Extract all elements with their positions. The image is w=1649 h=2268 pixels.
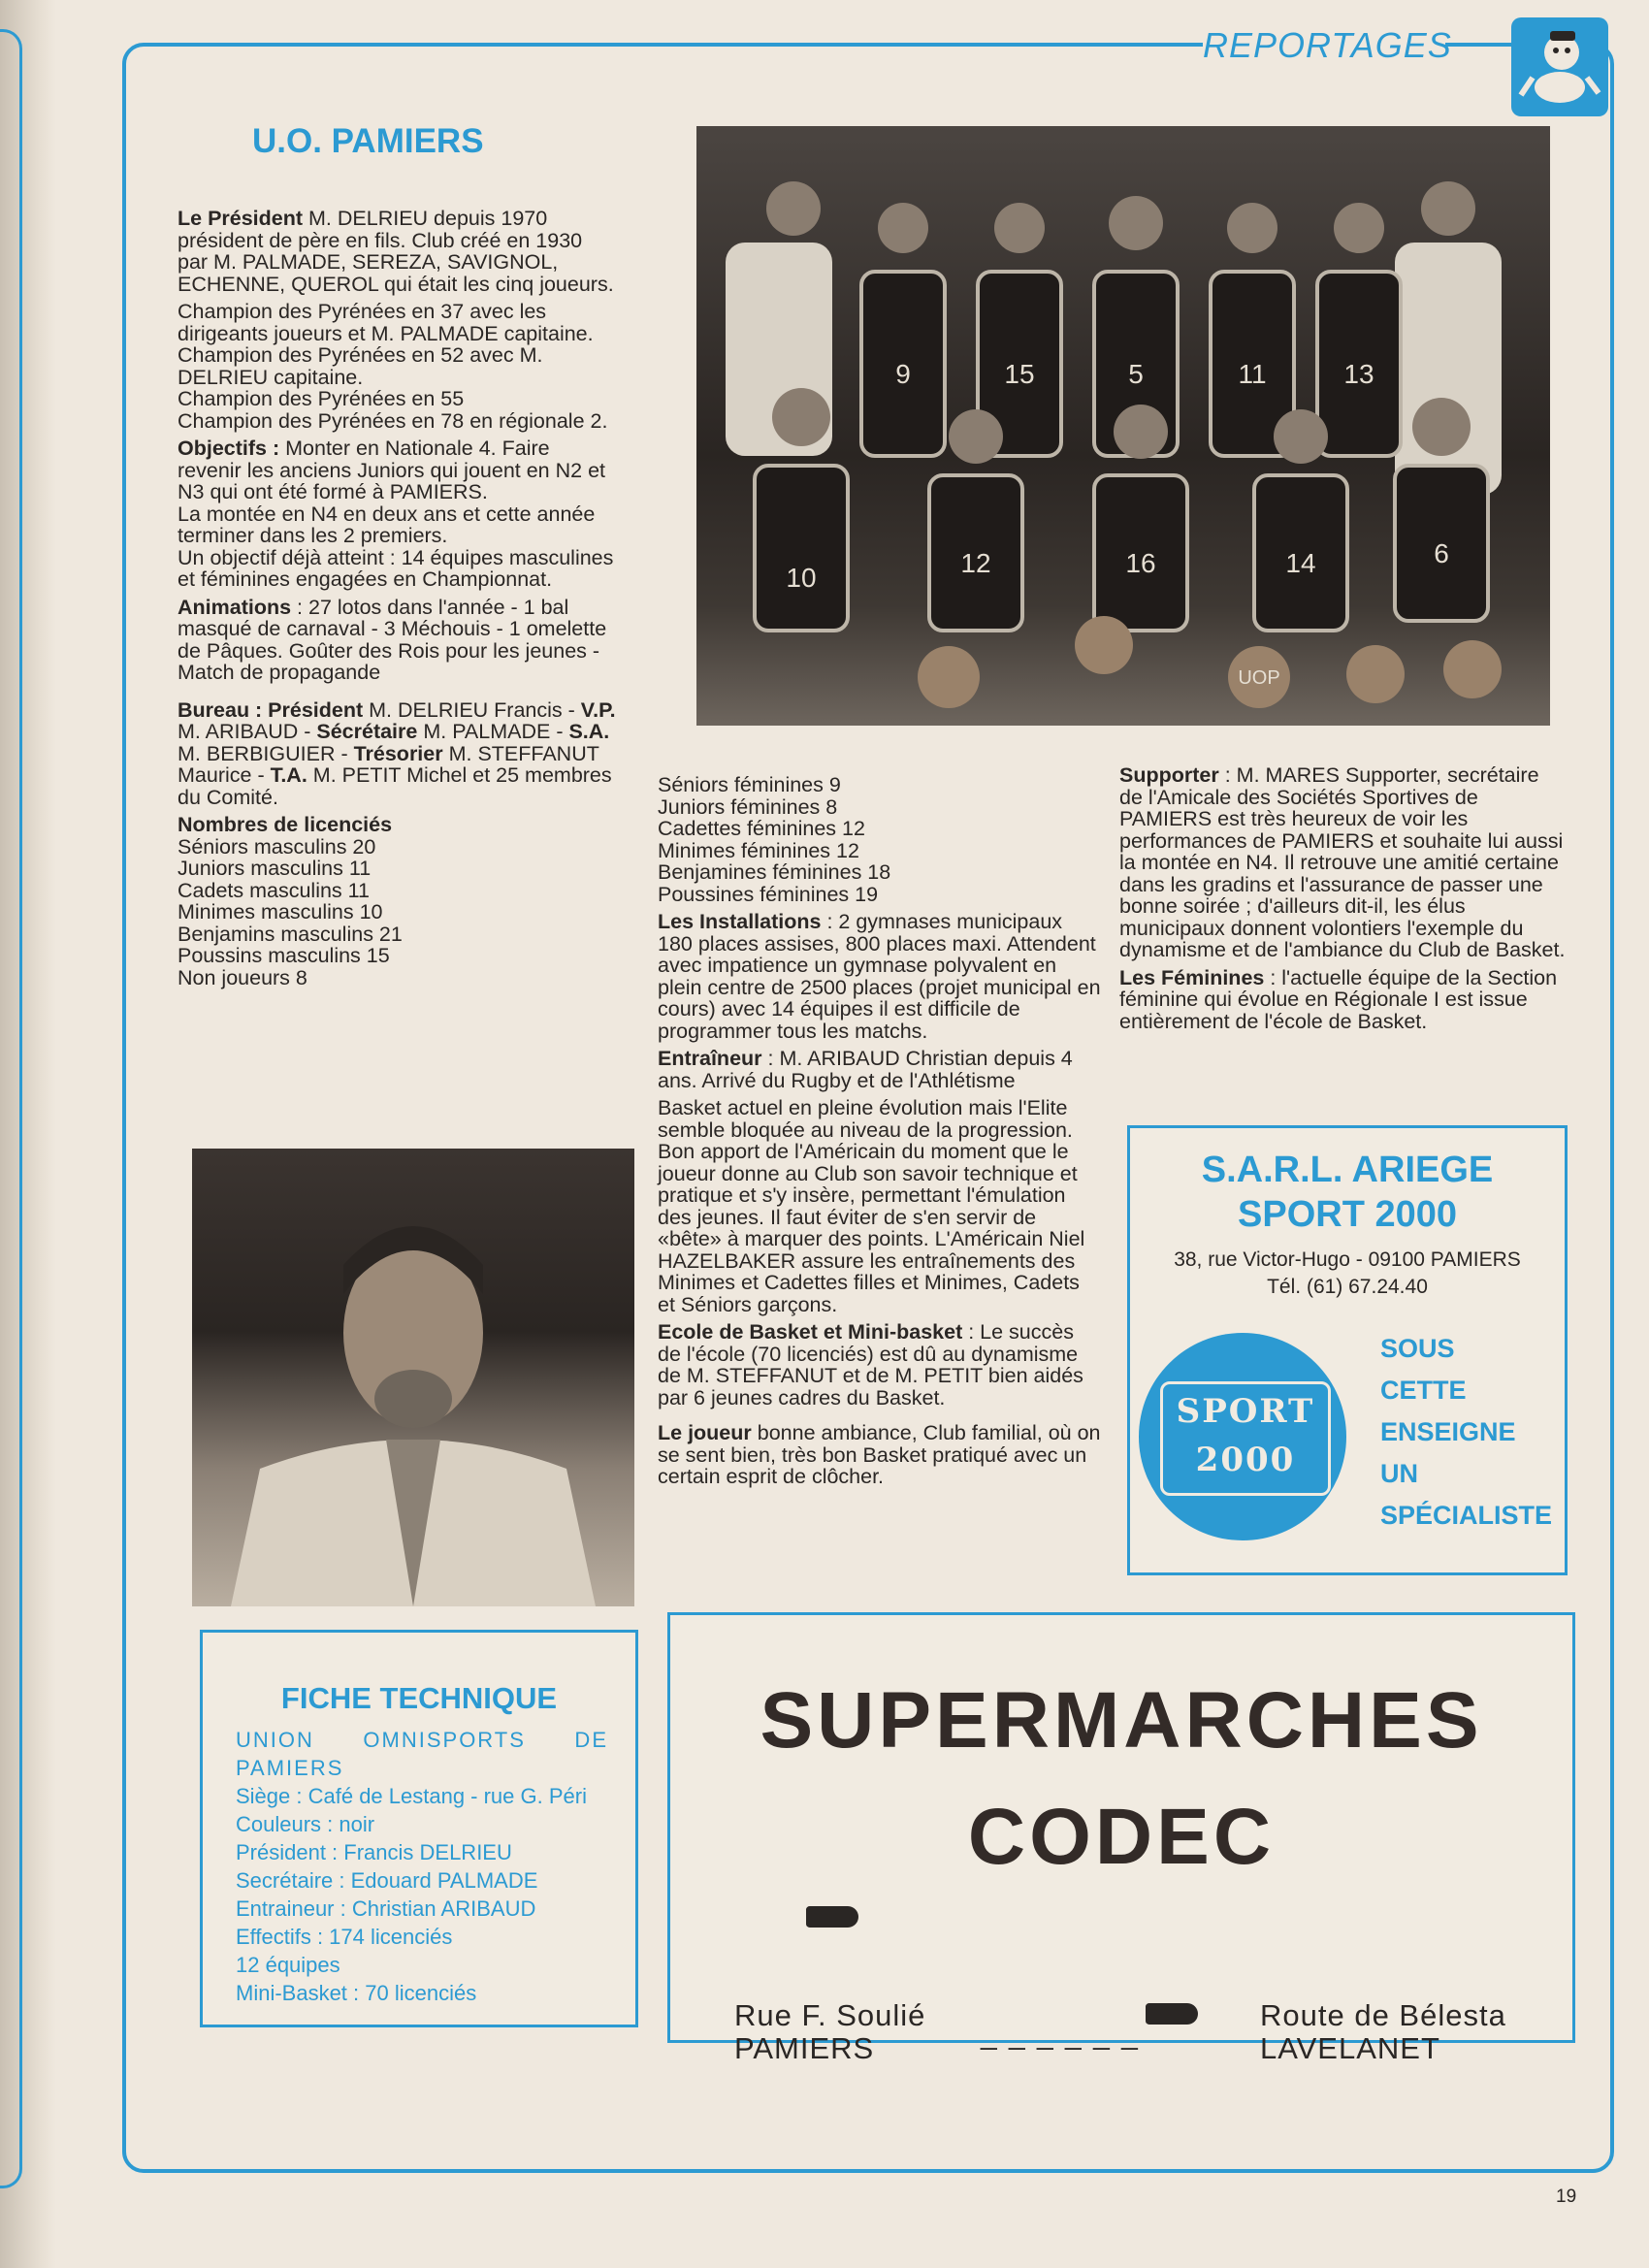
team-photo [696, 126, 1550, 726]
fiche-line: Effectifs : 174 licenciés [236, 1925, 453, 1949]
champion-line: Champion des Pyrénées en 55 [178, 387, 465, 410]
champion-line: Champion des Pyrénées en 37 avec les dirigeants joueurs et M. PALMADE capitaine. [178, 300, 594, 345]
champion-line: Champion des Pyrénées en 52 avec M. DELRIEU capitaine. [178, 343, 543, 389]
joueur-paragraph: Le joueur bonne ambiance, Club familial, où on se sent bien, très bon Basket pratiqué avec un certain esprit de clôcher. [658, 1421, 1101, 1488]
bureau-paragraph: Bureau : Président M. DELRIEU Francis - V.P. M. ARIBAUD - Sécrétaire M. PALMADE - S.A. M. BERBIGUIER - Trésorier M. STEFFANUT Maurice - T.A. M. PETIT Michel et 25 membres du Comité. [178, 697, 616, 809]
list-item: Séniors masculins 20 [178, 834, 376, 859]
slogan-word: CETTE [1380, 1376, 1467, 1405]
codec-dashes: _ _ _ _ _ _ [981, 2019, 1140, 2051]
slogan-word: ENSEIGNE [1380, 1417, 1516, 1446]
mascot-icon [1511, 17, 1608, 116]
president-paragraph: Le Président M. DELRIEU depuis 1970 président de père en fils. Club créé en 1930 par M. PALMADE, SEREZA, SAVIGNOL, ECHENNE, QUEROL qui était les cinq joueurs. [178, 207, 614, 296]
licencies-list [178, 836, 616, 989]
fiche-line: Secrétaire : Edouard PALMADE [236, 1868, 538, 1893]
jersey-number: 14 [1285, 548, 1316, 578]
jersey-number: 5 [1128, 359, 1144, 389]
ball-text: UOP [1238, 667, 1280, 689]
fiche-line: UNION OMNISPORTS DE PAMIERS [236, 1728, 608, 1780]
fiche-line: 12 équipes [236, 1953, 340, 1977]
jersey-number: 6 [1434, 538, 1449, 568]
list-item: Juniors féminines 8 [658, 794, 838, 819]
feminines-list [658, 774, 1102, 905]
codec-right-address [1260, 1999, 1506, 2065]
jersey-number: 9 [895, 359, 911, 389]
jersey-number: 16 [1125, 548, 1156, 578]
logo-word: 2000 [1195, 1441, 1296, 1479]
basket-paragraph: Basket actuel en pleine évolution mais l'Elite semble bloquée au niveau de la progression. Bon apport de l'Américain du moment que le joueur donne au Club son savoir technique et pratique et s'y insère, permettant l'émulation des jeunes. Il faut éviter de s'en servir de «bête» à marquer des points. L'Américain Niel HAZELBAKER assure les entraînements des Minimes et Cadettes filles et Minimes, Cadets et Séniors garçons. [658, 1096, 1085, 1316]
animations-paragraph: Animations : 27 lotos dans l'année - 1 bal masqué de carnaval - 3 Méchouis - 1 omelette de Pâques. Goûter des Rois pour les jeunes - Match de propagande [178, 595, 607, 684]
right-column [1119, 764, 1566, 1038]
pointing-hand-icon [806, 1906, 858, 1928]
installations-paragraph: Les Installations : 2 gymnases municipaux 180 places assises, 800 places maxi. Attendent avec impatience un gymnase polyvalent en plein centre de 2500 places (projet municipal en cours) avec 14 équipes il est difficile de programmer tous les matchs. [658, 910, 1101, 1043]
ad-ariege-address: 38, rue Victor-Hugo - 09100 PAMIERS [1174, 1248, 1521, 1271]
fiche-lines [236, 1726, 608, 2007]
fiche-line: Mini-Basket : 70 licenciés [236, 1981, 477, 2005]
list-item: Poussins masculins 15 [178, 944, 390, 967]
codec-headline-1: SUPERMARCHES [760, 1676, 1483, 1765]
codec-left-address [734, 1999, 925, 2065]
list-item: Cadettes féminines 12 [658, 817, 865, 840]
codec-left-city: PAMIERS [734, 2031, 875, 2065]
feminines-paragraph: Les Féminines : l'actuelle équipe de la Section féminine qui évolue en Régionale I est issue entièrement de l'école de Basket. [1119, 965, 1558, 1033]
codec-right-city: LAVELANET [1260, 2031, 1440, 2065]
fiche-title: FICHE TECHNIQUE [280, 1681, 558, 1715]
ad-ariege-name-2: SPORT 2000 [1238, 1194, 1457, 1235]
entraineur-paragraph: Entraîneur : M. ARIBAUD Christian depuis 4 ans. Arrivé du Rugby et de l'Athlétisme [658, 1047, 1073, 1092]
left-page-frame [0, 29, 22, 2188]
left-column [178, 208, 616, 988]
codec-right-street: Route de Bélesta [1260, 1998, 1506, 2032]
jersey-number: 15 [1004, 359, 1035, 389]
ad-codec [667, 1612, 1575, 2065]
jersey-number: 13 [1343, 359, 1374, 389]
list-item: Cadets masculins 11 [178, 878, 370, 902]
licencies-heading: Nombres de licenciés [178, 813, 393, 836]
codec-headline-2: CODEC [967, 1793, 1276, 1881]
objectifs-paragraph-2: La montée en N4 en deux ans et cette année terminer dans les 2 premiers. [178, 502, 596, 547]
champion-line: Champion des Pyrénées en 78 en régionale 2. [178, 408, 608, 433]
ecole-paragraph: Ecole de Basket et Mini-basket : Le succès de l'école (70 licenciés) est dû au dynamisme de M. STEFFANUT et de M. PETIT bien aidés par 6 jeunes cadres du Basket. [658, 1320, 1083, 1409]
objectifs-paragraph: Objectifs : Monter en Nationale 4. Faire revenir les anciens Juniors qui jouent en N2 et N3 qui ont été formé à PAMIERS. [178, 437, 606, 503]
middle-column [658, 774, 1102, 1494]
slogan-word: UN [1380, 1459, 1418, 1488]
sport-2000-logo [1139, 1333, 1346, 1540]
list-item: Juniors masculins 11 [178, 857, 372, 880]
slogan-word: SPÉCIALISTE [1380, 1501, 1553, 1530]
fiche-line: Président : Francis DELRIEU [236, 1840, 512, 1864]
list-item: Poussines féminines 19 [658, 882, 879, 906]
jersey-number: 12 [960, 548, 991, 578]
list-item: Benjamins masculins 21 [178, 922, 403, 946]
slogan-word: SOUS [1380, 1334, 1455, 1363]
section-header: REPORTAGES [1203, 25, 1452, 65]
jersey-number: 11 [1238, 359, 1267, 389]
fiche-technique-box [200, 1630, 638, 2027]
list-item: Minimes féminines 12 [658, 838, 859, 862]
ad-ariege-phone: Tél. (61) 67.24.40 [1267, 1276, 1428, 1298]
page-number: 19 [1556, 2187, 1577, 2207]
fiche-line: Siège : Café de Lestang - rue G. Péri [236, 1784, 587, 1808]
jersey-number: 10 [786, 563, 817, 593]
fiche-line: Entraineur : Christian ARIBAUD [236, 1896, 536, 1921]
president-portrait [192, 1149, 634, 1606]
objectifs-paragraph-3: Un objectif déjà atteint : 14 équipes masculines et féminines engagées en Championnat. [178, 545, 614, 591]
ad-ariege-name-1: S.A.R.L. ARIEGE [1201, 1150, 1494, 1190]
list-item: Minimes masculins 10 [178, 900, 383, 923]
list-item: Non joueurs 8 [178, 965, 307, 989]
ad-ariege-slogan [1380, 1328, 1555, 1537]
list-item: Séniors féminines 9 [658, 773, 841, 796]
article-title: U.O. PAMIERS [252, 122, 484, 160]
list-item: Benjamines féminines 18 [658, 860, 891, 884]
pointing-hand-icon [1146, 2003, 1198, 2025]
supporter-paragraph: Supporter : M. MARES Supporter, secrétaire de l'Amicale des Sociétés Sportives de PAMIERS est très heureux de voir les performances de PAMIERS et souhaite lui aussi la montée en N4. Il retrouve une amitié certaine dans les gradins et l'assurance de passer une bonne soirée ; d'ailleurs dit-il, les élus municipaux donnent volontiers l'exemple du dynamisme et de l'ambiance du Club de Basket. [1119, 763, 1566, 961]
sport-2000-logo-frame [1160, 1381, 1331, 1496]
codec-left-street: Rue F. Soulié [734, 1998, 926, 2032]
logo-word: SPORT [1176, 1392, 1315, 1431]
fiche-line: Couleurs : noir [236, 1812, 375, 1836]
